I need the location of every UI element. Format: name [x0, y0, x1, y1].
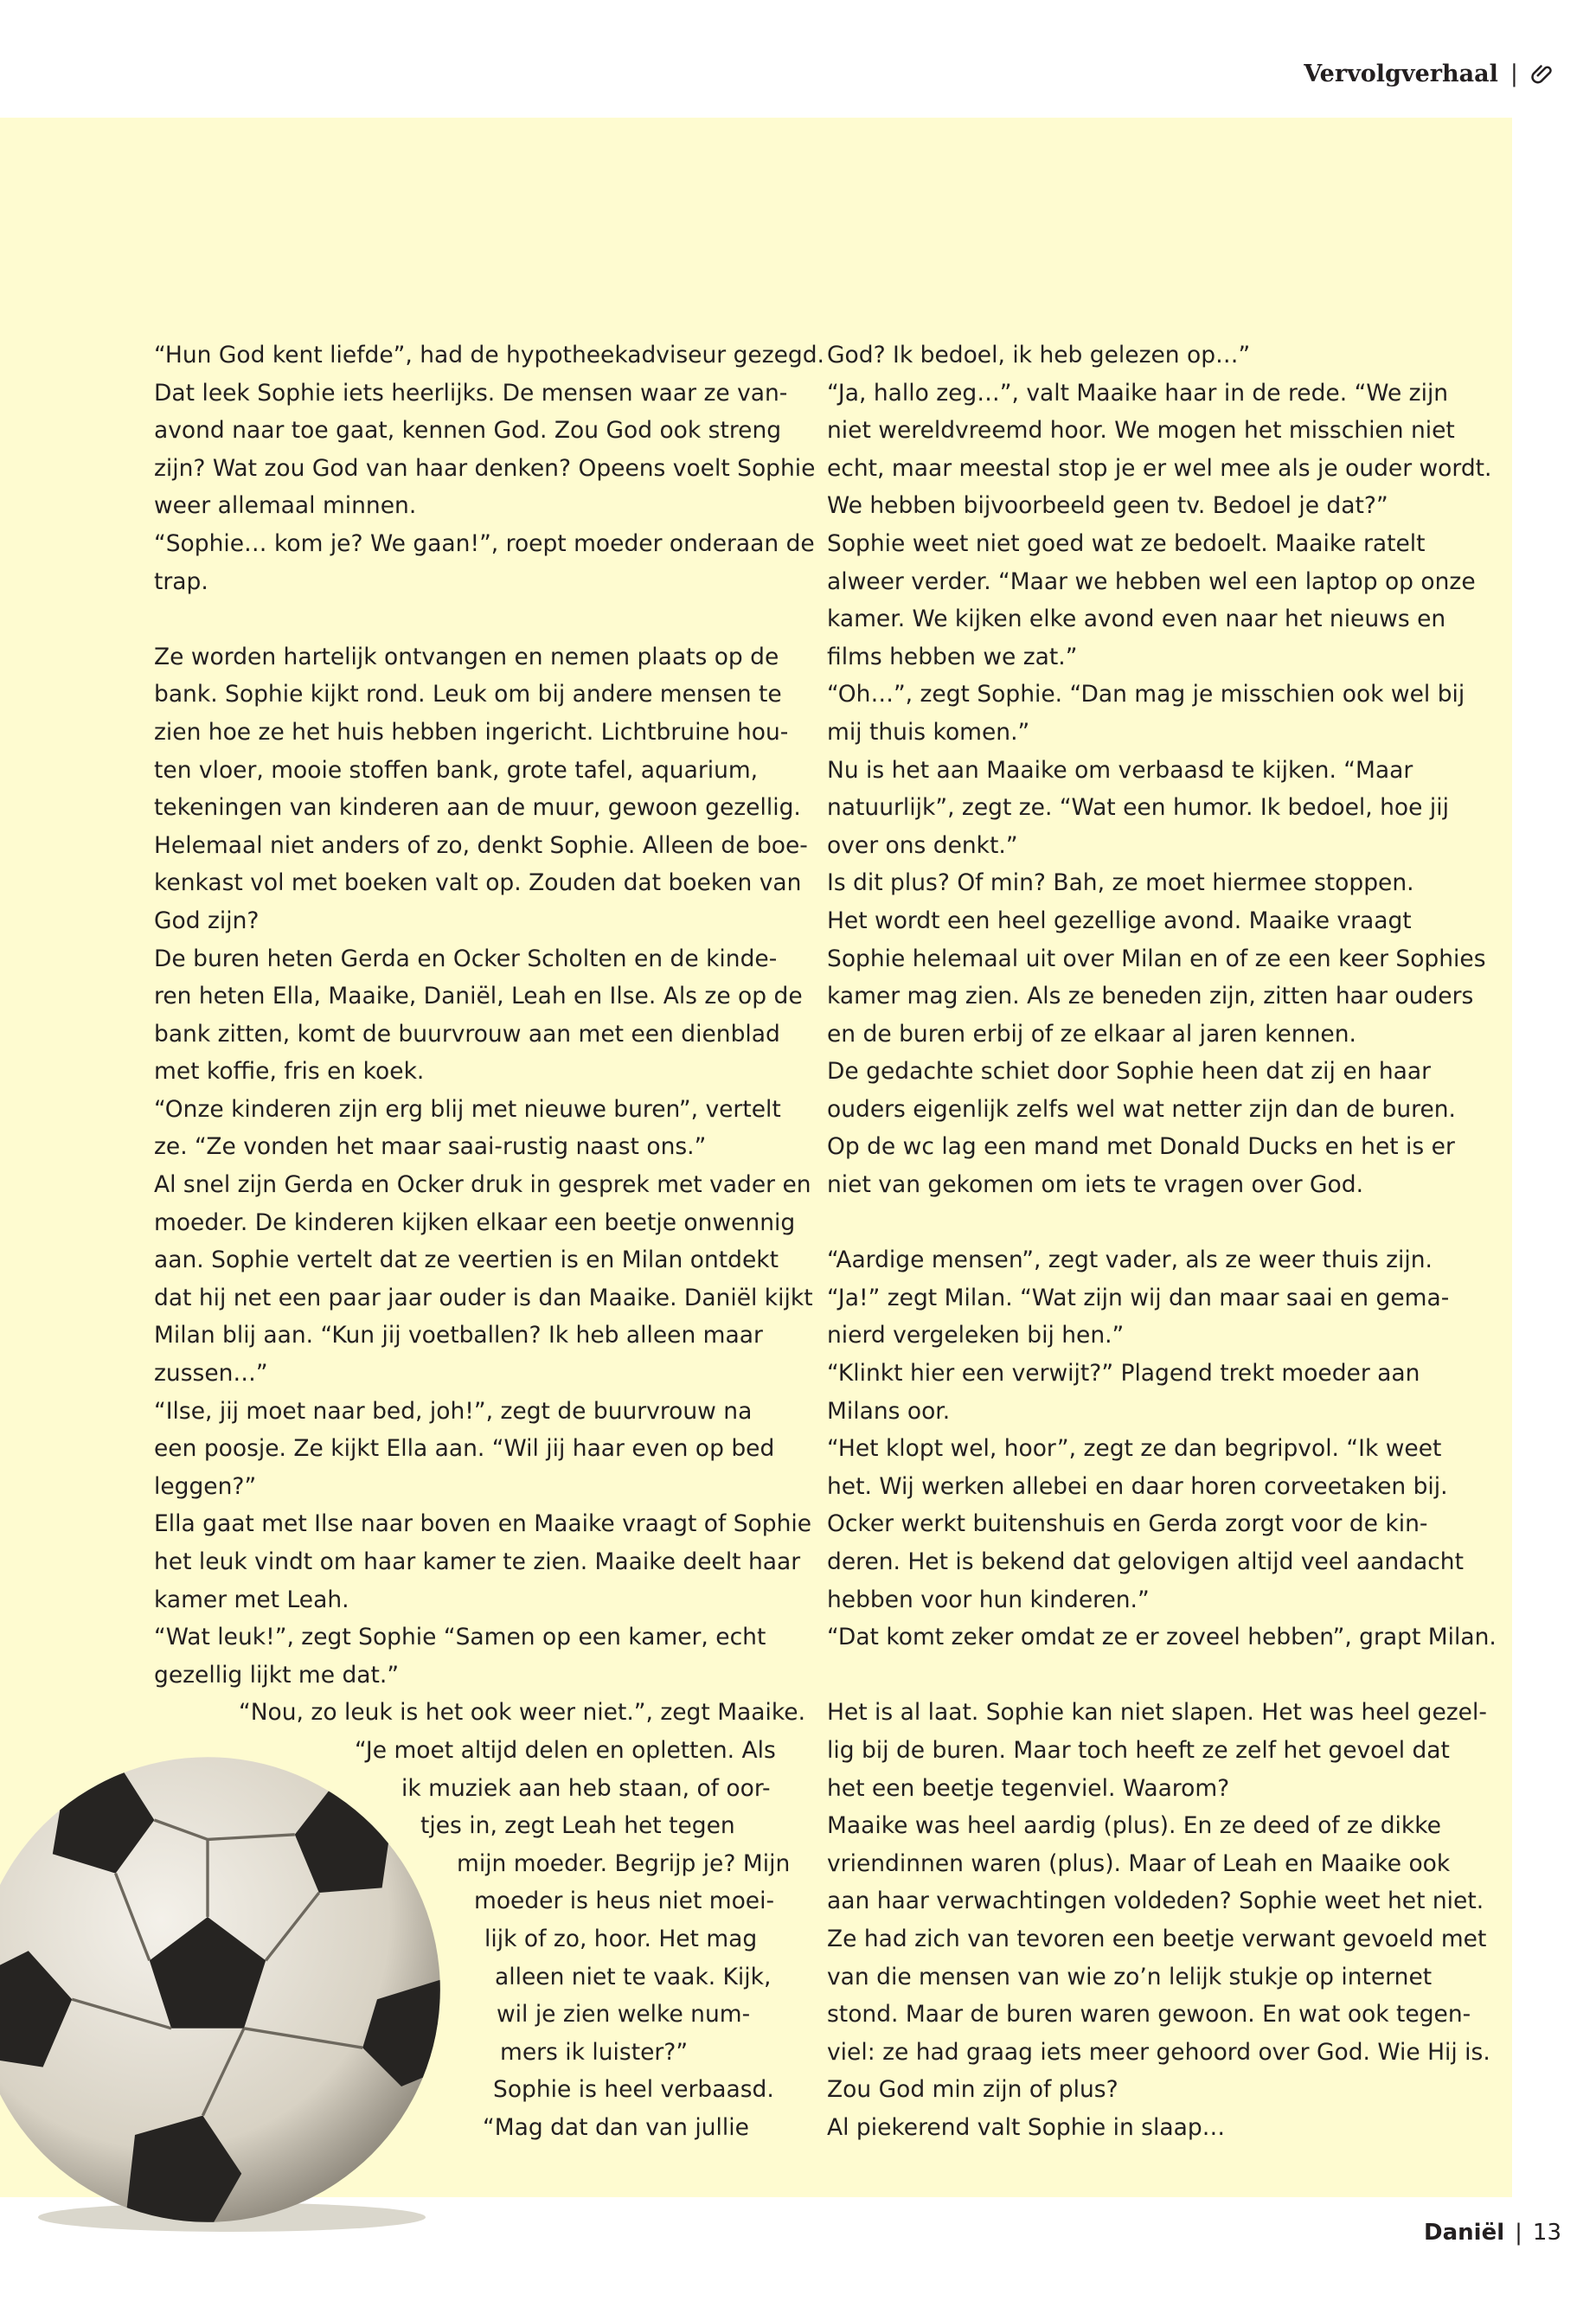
story-line: kamer met Leah. — [154, 1586, 349, 1613]
story-line: trap. — [154, 567, 208, 595]
story-line: Helemaal niet anders of zo, denkt Sophie. Alleen de boe- — [154, 831, 808, 859]
story-line: leggen?” — [154, 1472, 257, 1500]
story-line: Sophie helemaal uit over Milan en of ze een keer Sophies — [827, 945, 1486, 972]
story-line: avond naar toe gaat, kennen God. Zou God ook streng — [154, 417, 782, 445]
story-line: natuurlijk”, zegt ze. “Wat een humor. Ik bedoel, hoe jij — [827, 794, 1449, 822]
story-line: Sophie weet niet goed wat ze bedoelt. Maaike ratelt — [827, 529, 1426, 557]
story-line: ik muziek aan heb staan, of oor- — [401, 1774, 771, 1802]
story-line: aan haar verwachtingen voldeden? Sophie weet het niet. — [827, 1888, 1484, 1915]
page-header — [1304, 61, 1556, 87]
story-line: God? Ik bedoel, ik heb gelezen op…” — [827, 342, 1251, 369]
story-line: We hebben bijvoorbeeld geen tv. Bedoel je dat?” — [827, 492, 1388, 520]
story-line: Ocker werkt buitenshuis en Gerda zorgt voor de kin- — [827, 1510, 1428, 1538]
story-line: Al piekerend valt Sophie in slaap… — [827, 2113, 1226, 2141]
story-line: “Ilse, jij moet naar bed, joh!”, zegt de buurvrouw na — [154, 1397, 753, 1425]
story-line: ren heten Ella, Maaike, Daniël, Leah en Ilse. Als ze op de — [154, 983, 803, 1010]
story-line: het. Wij werken allebei en daar horen corveetaken bij. — [827, 1472, 1448, 1500]
story-line: zijn? Wat zou God van haar denken? Opeens voelt Sophie — [154, 454, 816, 482]
story-line: Maaike was heel aardig (plus). En ze deed of ze dikke — [827, 1812, 1441, 1840]
story-line: kenkast vol met boeken valt op. Zouden dat boeken van — [154, 869, 802, 897]
story-line: bank zitten, komt de buurvrouw aan met een dienblad — [154, 1020, 780, 1048]
story-line: echt, maar meestal stop je er wel mee als je ouder wordt. — [827, 454, 1492, 482]
story-line: Sophie is heel verbaasd. — [493, 2076, 774, 2104]
story-line: deren. Het is bekend dat gelovigen altijd veel aandacht — [827, 1548, 1464, 1575]
footer-separator: | — [1515, 2220, 1522, 2246]
header-separator: | — [1509, 61, 1518, 87]
story-line: mijn moeder. Begrijp je? Mijn — [457, 1849, 791, 1877]
story-line: “Het klopt wel, hoor”, zegt ze dan begripvol. “Ik weet — [827, 1435, 1442, 1463]
story-line: niet wereldvreemd hoor. We mogen het misschien niet — [827, 417, 1455, 445]
story-line: kamer mag zien. Als ze beneden zijn, zitten haar ouders — [827, 983, 1474, 1010]
story-line: zien hoe ze het huis hebben ingericht. Lichtbruine hou- — [154, 718, 789, 746]
story-line: Het wordt een heel gezellige avond. Maaike vraagt — [827, 907, 1412, 934]
story-line: “Ja!” zegt Milan. “Wat zijn wij dan maar saai en gema- — [827, 1284, 1450, 1311]
story-line: moeder. De kinderen kijken elkaar een beetje onwennig — [154, 1208, 796, 1236]
story-line: God zijn? — [154, 907, 260, 934]
story-line: “Hun God kent liefde”, had de hypotheekadviseur gezegd. — [154, 342, 824, 369]
story-line: lijk of zo, hoor. Het mag — [484, 1925, 758, 1952]
story-line: ouders eigenlijk zelfs wel wat netter zijn dan de buren. — [827, 1095, 1456, 1123]
story-line: stond. Maar de buren waren gewoon. En wat ook tegen- — [827, 2001, 1471, 2029]
story-line: weer allemaal minnen. — [154, 492, 417, 520]
paperclip-icon — [1530, 61, 1556, 87]
story-line: gezellig lijkt me dat.” — [154, 1661, 400, 1689]
story-line: wil je zien welke num- — [497, 2001, 751, 2029]
page-number: 13 — [1532, 2220, 1561, 2246]
story-line: zussen…” — [154, 1360, 268, 1388]
story-line: hebben voor hun kinderen.” — [827, 1586, 1150, 1613]
story-line: “Nou, zo leuk is het ook weer niet.”, zegt Maaike. — [239, 1699, 806, 1727]
paragraph-gap — [827, 1204, 1484, 1242]
story-line: Ze worden hartelijk ontvangen en nemen plaats op de — [154, 643, 779, 670]
story-line: Het is al laat. Sophie kan niet slapen. Het was heel gezel- — [827, 1699, 1487, 1727]
story-line: Nu is het aan Maaike om verbaasd te kijken. “Maar — [827, 756, 1413, 784]
story-line: tjes in, zegt Leah het tegen — [420, 1812, 735, 1840]
story-line: Zou God min zijn of plus? — [827, 2076, 1118, 2104]
story-line: mij thuis komen.” — [827, 718, 1030, 746]
story-line: Ella gaat met Ilse naar boven en Maaike vraagt of Sophie — [154, 1510, 812, 1538]
story-line: De gedachte schiet door Sophie heen dat zij en haar — [827, 1058, 1432, 1086]
story-line: kamer. We kijken elke avond even naar het nieuws en — [827, 606, 1446, 633]
story-line: alleen niet te vaak. Kijk, — [495, 1963, 772, 1990]
story-line: “Mag dat dan van jullie — [483, 2113, 749, 2141]
story-line: “Aardige mensen”, zegt vader, als ze weer thuis zijn. — [827, 1247, 1433, 1274]
story-line: Op de wc lag een mand met Donald Ducks en het is er — [827, 1133, 1455, 1161]
story-line: vriendinnen waren (plus). Maar of Leah en Maaike ook — [827, 1849, 1451, 1877]
story-line: Dat leek Sophie iets heerlijks. De mensen waar ze van- — [154, 379, 788, 407]
story-line: “Ja, hallo zeg…”, valt Maaike haar in de rede. “We zijn — [827, 379, 1449, 407]
story-line: “Sophie… kom je? We gaan!”, roept moeder onderaan de — [154, 529, 815, 557]
story-line: Milan blij aan. “Kun jij voetballen? Ik heb alleen maar — [154, 1322, 763, 1349]
story-line: lig bij de buren. Maar toch heeft ze zelf het gevoel dat — [827, 1736, 1450, 1764]
story-line: “Onze kinderen zijn erg blij met nieuwe buren”, vertelt — [154, 1095, 781, 1123]
story-line: viel: ze had graag iets meer gehoord over God. Wie Hij is. — [827, 2038, 1490, 2066]
story-line: moeder is heus niet moei- — [474, 1888, 775, 1915]
story-line: tekeningen van kinderen aan de muur, gewoon gezellig. — [154, 794, 801, 822]
story-line: bank. Sophie kijkt rond. Leuk om bij andere mensen te — [154, 681, 782, 708]
story-column-right — [827, 336, 1497, 2147]
paragraph-gap — [827, 1657, 1484, 1695]
story-line: “Je moet altijd delen en opletten. Als — [355, 1736, 776, 1764]
story-line: “Dat komt zeker omdat ze er zoveel hebben”, grapt Milan. — [827, 1624, 1497, 1651]
paragraph-gap — [154, 600, 811, 638]
story-line: met koffie, fris en koek. — [154, 1058, 425, 1086]
story-line: over ons denkt.” — [827, 831, 1018, 859]
story-line: het een beetje tegenviel. Waarom? — [827, 1774, 1230, 1802]
story-line: Is dit plus? Of min? Bah, ze moet hiermee stoppen. — [827, 869, 1414, 897]
story-line: het leuk vindt om haar kamer te zien. Maaike deelt haar — [154, 1548, 801, 1575]
story-line: ze. “Ze vonden het maar saai-rustig naast ons.” — [154, 1133, 707, 1161]
story-line: “Wat leuk!”, zegt Sophie “Samen op een kamer, echt — [154, 1624, 766, 1651]
story-line: nierd vergeleken bij hen.” — [827, 1322, 1125, 1349]
story-line: Milans oor. — [827, 1397, 951, 1425]
magazine-name: Daniël — [1424, 2220, 1505, 2246]
story-line: Ze had zich van tevoren een beetje verwant gevoeld met — [827, 1925, 1487, 1952]
section-title: Vervolgverhaal — [1304, 61, 1498, 87]
story-line: aan. Sophie vertelt dat ze veertien is en Milan ontdekt — [154, 1247, 779, 1274]
story-line: van die mensen van wie zo’n lelijk stukje op internet — [827, 1963, 1433, 1990]
story-line: “Klinkt hier een verwijt?” Plagend trekt moeder aan — [827, 1360, 1420, 1388]
story-line: en de buren erbij of ze elkaar al jaren kennen. — [827, 1020, 1356, 1048]
story-line: alweer verder. “Maar we hebben wel een laptop op onze — [827, 567, 1476, 595]
page-footer — [1424, 2220, 1561, 2246]
story-line: “Oh…”, zegt Sophie. “Dan mag je misschien ook wel bij — [827, 681, 1465, 708]
story-line: een poosje. Ze kijkt Ella aan. “Wil jij haar even op bed — [154, 1435, 775, 1463]
story-line: Al snel zijn Gerda en Ocker druk in gesprek met vader en — [154, 1171, 811, 1199]
story-line: niet van gekomen om iets te vragen over God. — [827, 1171, 1364, 1199]
football-image — [0, 1747, 450, 2232]
story-line: ten vloer, mooie stoffen bank, grote tafel, aquarium, — [154, 756, 759, 784]
story-line: dat hij net een paar jaar ouder is dan Maaike. Daniël kijkt — [154, 1284, 813, 1311]
story-line: mers ik luister?” — [500, 2038, 689, 2066]
story-line: films hebben we zat.” — [827, 643, 1078, 670]
story-line: De buren heten Gerda en Ocker Scholten en de kinde- — [154, 945, 778, 972]
